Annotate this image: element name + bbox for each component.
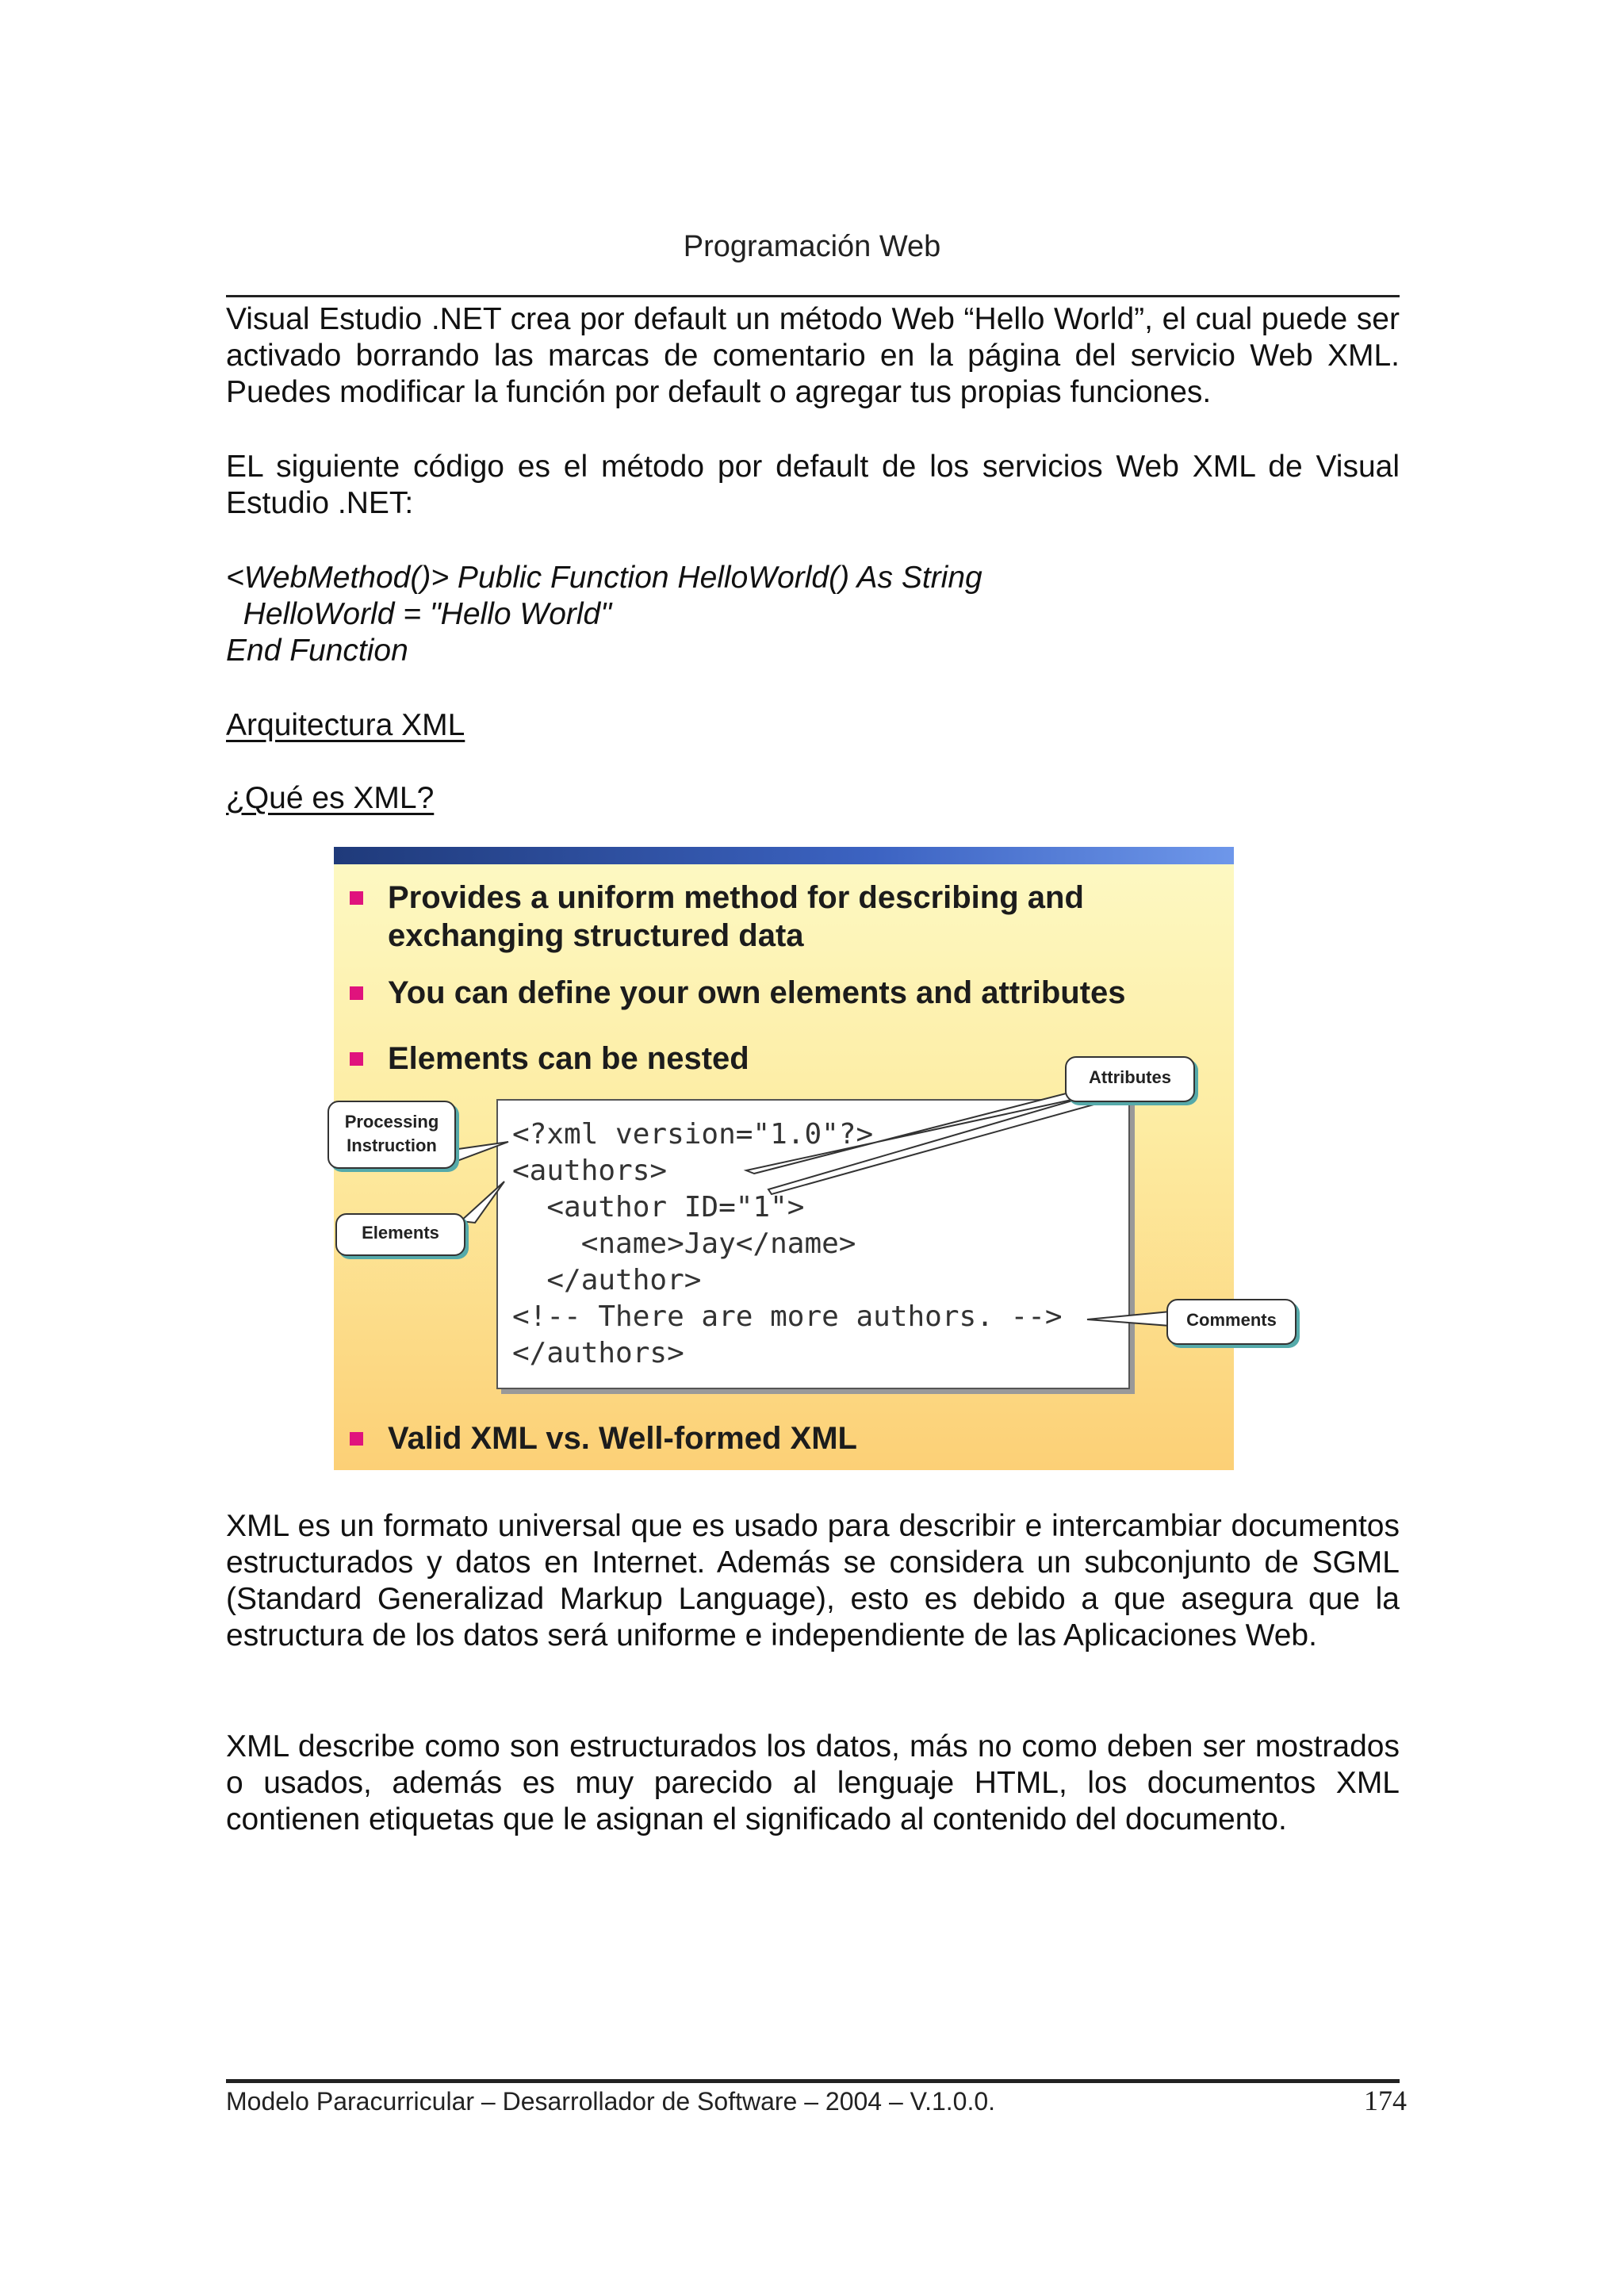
- page-header: Programación Web: [683, 230, 941, 263]
- elements-leader: [461, 1181, 504, 1223]
- paragraph-4: [226, 1729, 1400, 1838]
- comments-leader: [1087, 1312, 1170, 1326]
- xml-line-6: <!-- There are more authors. -->: [512, 1300, 1063, 1333]
- slide-bullet-3-text: Elements can be nested: [388, 1041, 749, 1076]
- callout-comments: Comments: [1166, 1299, 1297, 1345]
- callout-elements: Elements: [335, 1213, 465, 1256]
- xml-line-2: <authors>: [512, 1155, 668, 1187]
- code-line-3: End Function: [226, 634, 408, 668]
- paragraph-1: [226, 301, 1400, 411]
- callout-processing-instruction: [327, 1101, 456, 1169]
- xml-line-7: </authors>: [512, 1337, 684, 1369]
- callout-processing-line-2: Instruction: [347, 1136, 437, 1155]
- code-line-2: HelloWorld = "Hello World": [226, 597, 612, 631]
- callout-leader-lines: [334, 847, 1234, 1470]
- paragraph-2-text: EL siguiente código es el método por default de los servicios Web XML de Visual Estudio .NET:: [226, 450, 1400, 520]
- processing-leader: [453, 1142, 508, 1162]
- code-snippet: [226, 560, 1400, 669]
- footer-text: Modelo Paracurricular – Desarrollador de Software – 2004 – V.1.0.0.: [226, 2087, 996, 2116]
- xml-line-4: <name>Jay</name>: [512, 1227, 856, 1260]
- paragraph-3-text: XML es un formato universal que es usado para describir e intercambiar documentos estructurados y datos en Internet. Además se considera un subconjunto de SGML (Standard Generalizad Markup Language), esto es debido a que asegura que la estructura de los datos será uniforme e independiente de las Aplicaciones Web.: [226, 1509, 1400, 1653]
- attributes-leader-1: [746, 1091, 1075, 1174]
- heading-que-es-xml: ¿Qué es XML?: [226, 781, 435, 815]
- xml-slide: [334, 847, 1277, 1470]
- header-rule: [226, 295, 1400, 297]
- page-number: 174: [1364, 2085, 1407, 2116]
- paragraph-2: [226, 449, 1400, 522]
- slide-bullet-4-text: Valid XML vs. Well-formed XML: [388, 1421, 857, 1456]
- xml-line-1: <?xml version="1.0"?>: [512, 1118, 874, 1151]
- code-line-1: <WebMethod()> Public Function HelloWorld() As String: [226, 561, 982, 595]
- slide-bullet-4: [350, 1419, 857, 1457]
- paragraph-3: [226, 1508, 1400, 1654]
- slide-bullet-1-line-1: Provides a uniform method for describing and: [388, 880, 1084, 915]
- bullet-square-icon: [350, 1432, 363, 1446]
- xml-line-5: </author>: [512, 1264, 702, 1296]
- callout-attributes: Attributes: [1065, 1056, 1195, 1102]
- heading-arquitectura-xml: Arquitectura XML: [226, 708, 465, 742]
- xml-line-3: <author ID="1">: [512, 1191, 805, 1224]
- paragraph-1-text: Visual Estudio .NET crea por default un método Web “Hello World”, el cual puede ser activado borrando las marcas de comentario en la página del servicio Web XML. Puedes modificar la función por default o agregar tus propias funciones.: [226, 302, 1400, 409]
- footer-rule: [226, 2079, 1400, 2083]
- slide-bullet-2-text: You can define your own elements and attributes: [388, 975, 1126, 1010]
- slide-bullet-1-line-2: exchanging structured data: [388, 918, 804, 953]
- callout-processing-line-1: Processing: [344, 1112, 439, 1132]
- paragraph-4-text: XML describe como son estructurados los datos, más no como deben ser mostrados o usados, además es muy parecido al lenguaje HTML, los documentos XML contienen etiquetas que le asignan el significado al contenido del documento.: [226, 1729, 1400, 1836]
